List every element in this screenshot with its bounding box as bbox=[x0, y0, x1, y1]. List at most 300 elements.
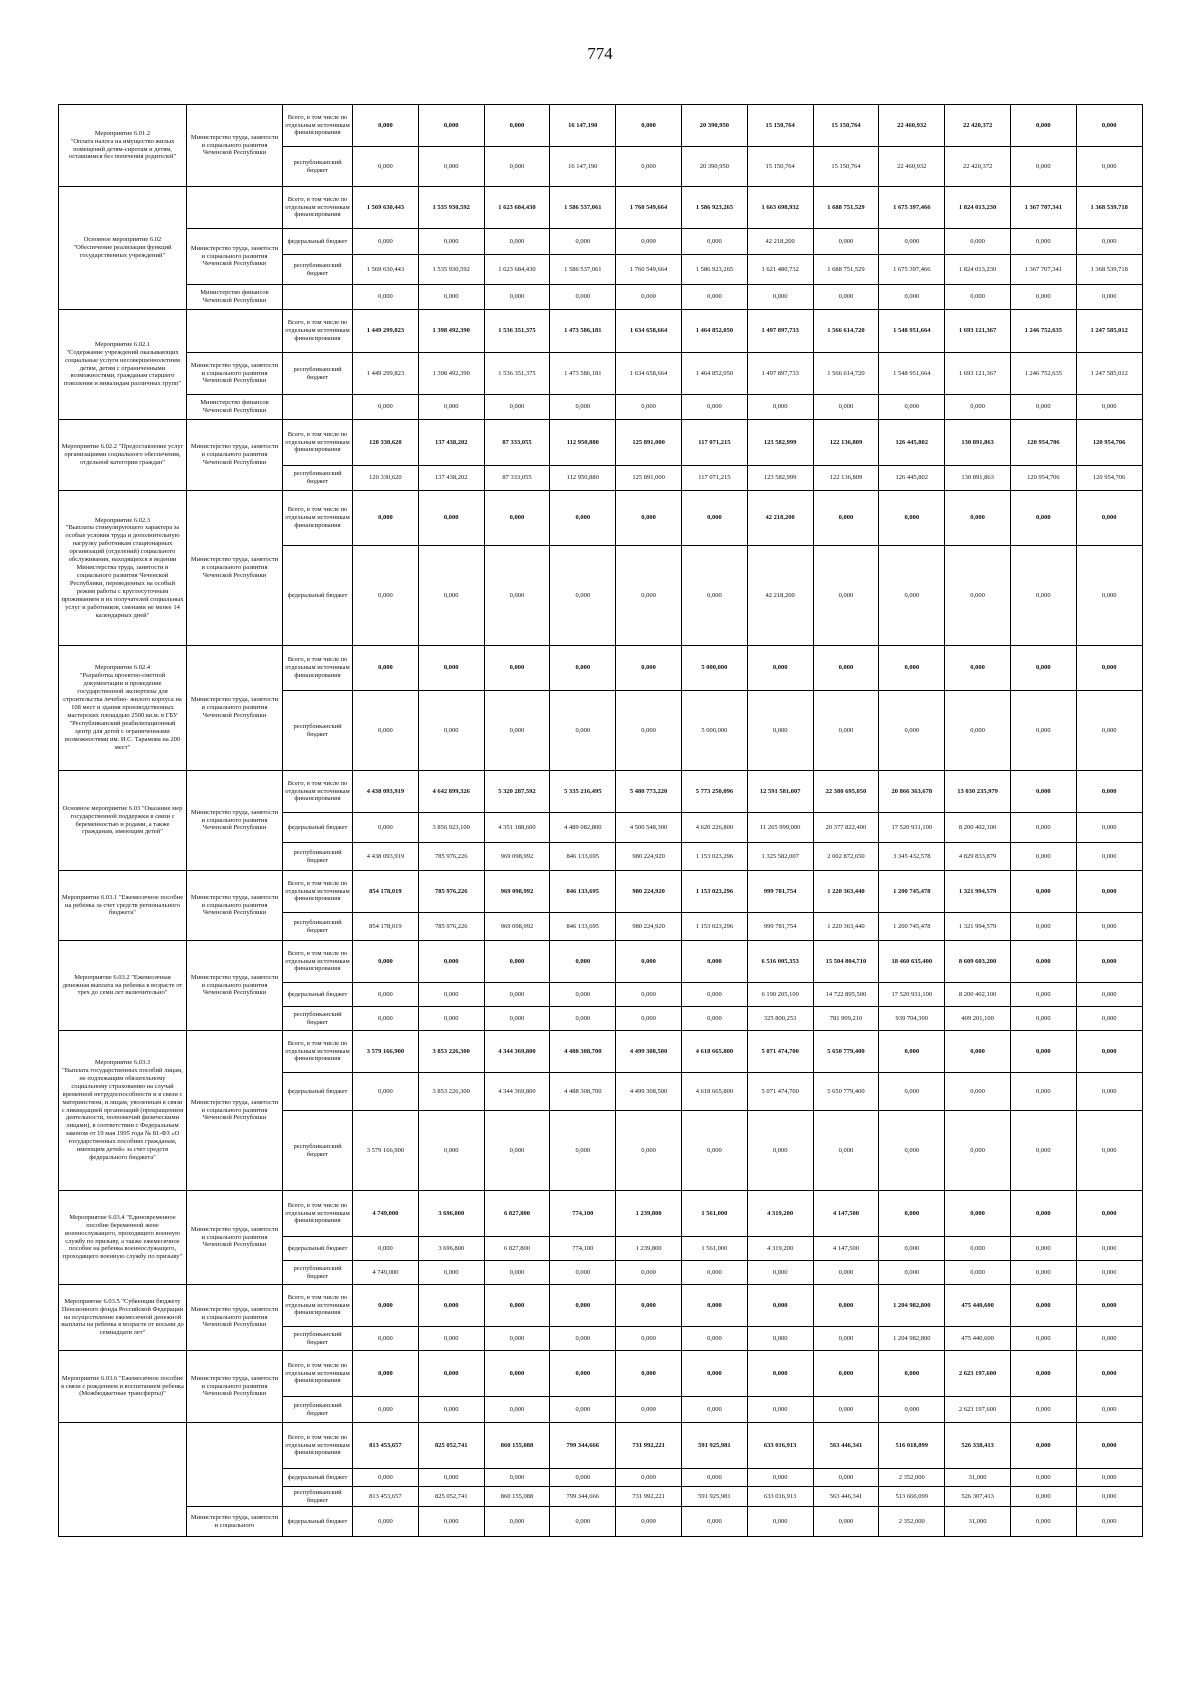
value-cell: 0,000 bbox=[879, 229, 945, 255]
value-cell: 0,000 bbox=[879, 1237, 945, 1261]
value-cell: 0,000 bbox=[879, 691, 945, 771]
value-cell: 0,000 bbox=[1076, 813, 1142, 843]
value-cell: 0,000 bbox=[681, 1111, 747, 1191]
value-cell: 0,000 bbox=[747, 691, 813, 771]
value-cell: 0,000 bbox=[616, 395, 682, 420]
value-cell: 0,000 bbox=[1076, 646, 1142, 691]
value-cell: 112 950,880 bbox=[550, 420, 616, 466]
value-cell: 0,000 bbox=[550, 491, 616, 546]
value-cell: 0,000 bbox=[353, 1327, 419, 1351]
table-row bbox=[59, 646, 1143, 691]
value-cell: 1 464 852,050 bbox=[681, 353, 747, 395]
value-cell: 3 696,800 bbox=[418, 1237, 484, 1261]
value-cell: 1 497 897,733 bbox=[747, 353, 813, 395]
value-cell: 0,000 bbox=[681, 285, 747, 310]
funding-source-cell: Всего, в том числе по отдельным источникам финансирования bbox=[283, 1031, 353, 1073]
value-cell: 513 666,099 bbox=[879, 1487, 945, 1507]
value-cell: 120 330,620 bbox=[353, 466, 419, 491]
table-row bbox=[59, 420, 1143, 466]
value-cell: 0,000 bbox=[484, 1397, 550, 1423]
funding-source-cell: федеральный бюджет bbox=[283, 546, 353, 646]
value-cell: 0,000 bbox=[616, 1351, 682, 1397]
value-cell: 0,000 bbox=[747, 1261, 813, 1285]
value-cell: 475 440,600 bbox=[945, 1327, 1011, 1351]
value-cell: 0,000 bbox=[484, 491, 550, 546]
executor-cell: Министерство труда, занятости и социального развития Чеченской Республики bbox=[187, 1031, 283, 1191]
value-cell: 0,000 bbox=[353, 813, 419, 843]
value-cell: 0,000 bbox=[747, 395, 813, 420]
value-cell: 526 307,413 bbox=[945, 1487, 1011, 1507]
value-cell: 0,000 bbox=[1076, 1469, 1142, 1487]
page-number: 774 bbox=[587, 44, 613, 63]
value-cell: 0,000 bbox=[484, 285, 550, 310]
value-cell: 3 579 166,900 bbox=[353, 1111, 419, 1191]
value-cell: 12 591 581,007 bbox=[747, 771, 813, 813]
value-cell: 4 488 308,700 bbox=[550, 1031, 616, 1073]
value-cell: 731 992,221 bbox=[616, 1487, 682, 1507]
value-cell: 0,000 bbox=[353, 1351, 419, 1397]
value-cell: 0,000 bbox=[550, 395, 616, 420]
funding-source-cell: Всего, в том числе по отдельным источникам финансирования bbox=[283, 187, 353, 229]
value-cell: 0,000 bbox=[1010, 491, 1076, 546]
value-cell: 5 650 779,400 bbox=[813, 1073, 879, 1111]
value-cell: 20 390,950 bbox=[681, 147, 747, 187]
activity-cell: Мероприятие 6.02.1 "Содержание учреждений оказывающих социальные услуги несовершеннолетним детям, детям с ограниченными возможностями, гражданам старшего поколения и инвалидам различных групп" bbox=[59, 310, 187, 420]
executor-cell: Министерство труда, занятости и социального развития Чеченской Республики bbox=[187, 491, 283, 646]
value-cell: 0,000 bbox=[1010, 1397, 1076, 1423]
value-cell: 0,000 bbox=[945, 229, 1011, 255]
table-row bbox=[59, 1423, 1143, 1469]
value-cell: 126 445,802 bbox=[879, 466, 945, 491]
funding-source-cell: Всего, в том числе по отдельным источникам финансирования bbox=[283, 1285, 353, 1327]
value-cell: 3 696,800 bbox=[418, 1191, 484, 1237]
value-cell: 0,000 bbox=[1076, 1507, 1142, 1537]
value-cell: 0,000 bbox=[681, 1507, 747, 1537]
value-cell: 0,000 bbox=[945, 691, 1011, 771]
value-cell: 0,000 bbox=[813, 395, 879, 420]
value-cell: 0,000 bbox=[616, 1285, 682, 1327]
value-cell: 0,000 bbox=[1010, 1261, 1076, 1285]
value-cell: 1 153 023,296 bbox=[681, 913, 747, 941]
value-cell: 0,000 bbox=[418, 1397, 484, 1423]
value-cell: 4 147,500 bbox=[813, 1191, 879, 1237]
value-cell: 1 220 363,440 bbox=[813, 913, 879, 941]
value-cell: 5 650 779,400 bbox=[813, 1031, 879, 1073]
value-cell: 0,000 bbox=[550, 941, 616, 983]
value-cell: 1 566 614,720 bbox=[813, 353, 879, 395]
value-cell: 0,000 bbox=[616, 1507, 682, 1537]
value-cell: 4 489 082,800 bbox=[550, 813, 616, 843]
value-cell: 0,000 bbox=[1076, 1031, 1142, 1073]
budget-table bbox=[58, 104, 1143, 1537]
value-cell: 0,000 bbox=[484, 1111, 550, 1191]
value-cell: 813 453,657 bbox=[353, 1487, 419, 1507]
value-cell: 781 909,210 bbox=[813, 1007, 879, 1031]
value-cell: 0,000 bbox=[418, 285, 484, 310]
value-cell: 1 586 923,265 bbox=[681, 187, 747, 229]
value-cell: 409 201,100 bbox=[945, 1007, 1011, 1031]
value-cell: 130 891,863 bbox=[945, 420, 1011, 466]
value-cell: 0,000 bbox=[484, 1469, 550, 1487]
value-cell: 0,000 bbox=[484, 147, 550, 187]
value-cell: 860 155,088 bbox=[484, 1487, 550, 1507]
value-cell: 0,000 bbox=[418, 646, 484, 691]
value-cell: 0,000 bbox=[550, 1007, 616, 1031]
value-cell: 1 824 013,230 bbox=[945, 187, 1011, 229]
value-cell: 0,000 bbox=[353, 546, 419, 646]
value-cell: 0,000 bbox=[418, 1285, 484, 1327]
value-cell: 0,000 bbox=[418, 1351, 484, 1397]
funding-source-cell: республиканский бюджет bbox=[283, 255, 353, 285]
funding-source-cell: республиканский бюджет bbox=[283, 147, 353, 187]
value-cell: 4 147,500 bbox=[813, 1237, 879, 1261]
value-cell: 0,000 bbox=[747, 1469, 813, 1487]
table-row bbox=[59, 285, 1143, 310]
value-cell: 0,000 bbox=[813, 691, 879, 771]
value-cell: 0,000 bbox=[418, 1007, 484, 1031]
funding-source-cell: республиканский бюджет bbox=[283, 466, 353, 491]
value-cell: 120 954,706 bbox=[1010, 420, 1076, 466]
activity-cell: Основное мероприятие 6.03 "Оказание мер государственной поддержки в связи с беременностью и родами, а также гражданам, имеющим детей" bbox=[59, 771, 187, 871]
value-cell: 0,000 bbox=[1076, 1111, 1142, 1191]
funding-source-cell: республиканский бюджет bbox=[283, 1327, 353, 1351]
value-cell: 1 548 951,664 bbox=[879, 353, 945, 395]
value-cell: 0,000 bbox=[1010, 1327, 1076, 1351]
value-cell: 31,000 bbox=[945, 1507, 1011, 1537]
value-cell: 5 071 474,700 bbox=[747, 1073, 813, 1111]
value-cell: 0,000 bbox=[813, 1469, 879, 1487]
value-cell: 0,000 bbox=[616, 546, 682, 646]
value-cell: 846 133,695 bbox=[550, 843, 616, 871]
value-cell: 1 473 586,181 bbox=[550, 353, 616, 395]
value-cell: 0,000 bbox=[353, 691, 419, 771]
value-cell: 22 380 695,050 bbox=[813, 771, 879, 813]
value-cell: 8 200 402,100 bbox=[945, 813, 1011, 843]
value-cell: 4 319,200 bbox=[747, 1237, 813, 1261]
value-cell: 15 504 804,710 bbox=[813, 941, 879, 983]
value-cell: 980 224,920 bbox=[616, 913, 682, 941]
value-cell: 5 773 250,096 bbox=[681, 771, 747, 813]
value-cell: 13 030 235,979 bbox=[945, 771, 1011, 813]
funding-source-cell: федеральный бюджет bbox=[283, 813, 353, 843]
table-row bbox=[59, 1191, 1143, 1237]
value-cell: 0,000 bbox=[945, 546, 1011, 646]
value-cell: 825 052,741 bbox=[418, 1423, 484, 1469]
value-cell: 1 398 492,390 bbox=[418, 310, 484, 353]
funding-source-cell: республиканский бюджет bbox=[283, 1007, 353, 1031]
value-cell: 0,000 bbox=[1076, 871, 1142, 913]
value-cell: 1 398 492,390 bbox=[418, 353, 484, 395]
value-cell: 591 925,981 bbox=[681, 1487, 747, 1507]
value-cell: 1 621 480,732 bbox=[747, 255, 813, 285]
value-cell: 0,000 bbox=[484, 1285, 550, 1327]
value-cell: 1 634 658,664 bbox=[616, 310, 682, 353]
value-cell: 2 623 197,600 bbox=[945, 1351, 1011, 1397]
executor-cell: Министерство труда, занятости и социального развития Чеченской Республики bbox=[187, 229, 283, 285]
value-cell: 4 618 665,800 bbox=[681, 1031, 747, 1073]
funding-source-cell: республиканский бюджет bbox=[283, 691, 353, 771]
value-cell: 0,000 bbox=[484, 1327, 550, 1351]
value-cell: 0,000 bbox=[550, 229, 616, 255]
value-cell: 0,000 bbox=[1010, 843, 1076, 871]
funding-source-cell: федеральный бюджет bbox=[283, 983, 353, 1007]
value-cell: 0,000 bbox=[1076, 1351, 1142, 1397]
value-cell: 2 352,000 bbox=[879, 1469, 945, 1487]
value-cell: 0,000 bbox=[1010, 691, 1076, 771]
executor-cell: Министерство труда, занятости и социального развития Чеченской Республики bbox=[187, 1191, 283, 1285]
value-cell: 0,000 bbox=[550, 1507, 616, 1537]
activity-cell: Мероприятие 6.03.6 "Ежемесячное пособие в связи с рождением и воспитанием ребенка (Межбюджетные трансферты)" bbox=[59, 1351, 187, 1423]
value-cell: 0,000 bbox=[1076, 546, 1142, 646]
value-cell: 42 218,200 bbox=[747, 229, 813, 255]
value-cell: 123 582,999 bbox=[747, 466, 813, 491]
value-cell: 0,000 bbox=[353, 395, 419, 420]
value-cell: 0,000 bbox=[1010, 1469, 1076, 1487]
value-cell: 0,000 bbox=[484, 1507, 550, 1537]
value-cell: 6 190 205,100 bbox=[747, 983, 813, 1007]
value-cell: 1 535 930,592 bbox=[418, 187, 484, 229]
value-cell: 0,000 bbox=[813, 1285, 879, 1327]
value-cell: 117 071,215 bbox=[681, 466, 747, 491]
value-cell: 125 891,000 bbox=[616, 466, 682, 491]
value-cell: 4 500 548,300 bbox=[616, 813, 682, 843]
value-cell: 4 438 093,919 bbox=[353, 771, 419, 813]
value-cell: 0,000 bbox=[353, 1469, 419, 1487]
value-cell: 0,000 bbox=[616, 646, 682, 691]
value-cell: 0,000 bbox=[681, 983, 747, 1007]
value-cell: 0,000 bbox=[681, 1261, 747, 1285]
funding-source-cell: республиканский бюджет bbox=[283, 353, 353, 395]
value-cell: 22 420,372 bbox=[945, 147, 1011, 187]
value-cell: 1 204 982,800 bbox=[879, 1327, 945, 1351]
executor-cell: Министерство труда, занятости и социального развития Чеченской Республики bbox=[187, 941, 283, 1031]
value-cell: 4 319,200 bbox=[747, 1191, 813, 1237]
table-row bbox=[59, 871, 1143, 913]
activity-cell: Мероприятие 6.02.3 "Выплаты стимулирующего характера за особые условия труда и дополнительную нагрузку работникам стационарных организаций (отделений) социального обслуживания, находящихся в ведении Министерства труда, занятости и социального развития Чеченской Республики, переведенных на особый режим работы с круглосуточным проживанием и их получателей социальных услуг и работников, сменами не менее 14 календарных дней" bbox=[59, 491, 187, 646]
value-cell: 42 218,200 bbox=[747, 546, 813, 646]
activity-cell: Мероприятие 6.03.1 "Ежемесячное пособие на ребенка за счет средств регионального бюджета" bbox=[59, 871, 187, 941]
value-cell: 1 368 539,718 bbox=[1076, 187, 1142, 229]
table-row bbox=[59, 1507, 1143, 1537]
value-cell: 120 954,706 bbox=[1010, 466, 1076, 491]
value-cell: 5 335 216,495 bbox=[550, 771, 616, 813]
value-cell: 0,000 bbox=[418, 1261, 484, 1285]
executor-cell: Министерство труда, занятости и социального bbox=[187, 1507, 283, 1537]
value-cell: 1 449 299,823 bbox=[353, 310, 419, 353]
value-cell: 1 153 023,296 bbox=[681, 843, 747, 871]
table-row bbox=[59, 1285, 1143, 1327]
executor-cell: Министерство труда, занятости и социального развития Чеченской Республики bbox=[187, 646, 283, 771]
value-cell: 1 561,000 bbox=[681, 1237, 747, 1261]
value-cell: 1 693 121,367 bbox=[945, 353, 1011, 395]
value-cell: 1 367 707,341 bbox=[1010, 187, 1076, 229]
value-cell: 0,000 bbox=[1076, 1397, 1142, 1423]
value-cell: 0,000 bbox=[418, 229, 484, 255]
executor-cell: Министерство труда, занятости и социального развития Чеченской Республики bbox=[187, 871, 283, 941]
value-cell: 0,000 bbox=[813, 1397, 879, 1423]
funding-source-cell: Всего, в том числе по отдельным источникам финансирования bbox=[283, 1191, 353, 1237]
value-cell: 18 460 635,400 bbox=[879, 941, 945, 983]
value-cell: 3 345 432,578 bbox=[879, 843, 945, 871]
value-cell: 6 516 005,353 bbox=[747, 941, 813, 983]
value-cell: 0,000 bbox=[616, 1469, 682, 1487]
value-cell: 16 147,190 bbox=[550, 105, 616, 147]
value-cell: 11 265 999,000 bbox=[747, 813, 813, 843]
funding-source-cell: федеральный бюджет bbox=[283, 229, 353, 255]
value-cell: 0,000 bbox=[1010, 1507, 1076, 1537]
value-cell: 0,000 bbox=[616, 983, 682, 1007]
value-cell: 0,000 bbox=[879, 1073, 945, 1111]
value-cell: 633 016,913 bbox=[747, 1423, 813, 1469]
value-cell: 0,000 bbox=[1076, 1261, 1142, 1285]
value-cell: 999 781,754 bbox=[747, 871, 813, 913]
value-cell: 0,000 bbox=[1010, 1111, 1076, 1191]
value-cell: 2 352,000 bbox=[879, 1507, 945, 1537]
value-cell: 4 749,000 bbox=[353, 1261, 419, 1285]
value-cell: 0,000 bbox=[813, 546, 879, 646]
table-row bbox=[59, 229, 1143, 255]
value-cell: 0,000 bbox=[1010, 1285, 1076, 1327]
value-cell: 117 071,215 bbox=[681, 420, 747, 466]
value-cell: 6 827,800 bbox=[484, 1237, 550, 1261]
value-cell: 0,000 bbox=[353, 983, 419, 1007]
value-cell: 0,000 bbox=[550, 1285, 616, 1327]
executor-cell bbox=[187, 187, 283, 229]
value-cell: 0,000 bbox=[879, 1397, 945, 1423]
value-cell: 42 218,200 bbox=[747, 491, 813, 546]
value-cell: 0,000 bbox=[353, 491, 419, 546]
value-cell: 0,000 bbox=[353, 285, 419, 310]
value-cell: 785 976,226 bbox=[418, 843, 484, 871]
value-cell: 1 634 658,664 bbox=[616, 353, 682, 395]
funding-source-cell: федеральный бюджет bbox=[283, 1073, 353, 1111]
value-cell: 0,000 bbox=[681, 491, 747, 546]
value-cell: 126 445,802 bbox=[879, 420, 945, 466]
value-cell: 0,000 bbox=[1076, 913, 1142, 941]
value-cell: 785 976,226 bbox=[418, 871, 484, 913]
table-row bbox=[59, 395, 1143, 420]
value-cell: 137 438,202 bbox=[418, 420, 484, 466]
value-cell: 4 829 833,879 bbox=[945, 843, 1011, 871]
value-cell: 31,000 bbox=[945, 1469, 1011, 1487]
value-cell: 0,000 bbox=[550, 1397, 616, 1423]
value-cell: 3 853 226,300 bbox=[418, 1073, 484, 1111]
value-cell: 0,000 bbox=[747, 646, 813, 691]
activity-cell: Мероприятие 6.02.4 "Разработка проектно-сметной документации и проведение государственной экспертизы для строительства лечебно- жилого корпуса на 108 мест и здания производственных мастерских площадью 2500 кв.м. в ГБУ "Республиканский реабилитационный центр для детей с ограниченными возможностями им. И.С. Тарамова на 200 мест" bbox=[59, 646, 187, 771]
table-row bbox=[59, 491, 1143, 546]
value-cell: 0,000 bbox=[945, 285, 1011, 310]
value-cell: 0,000 bbox=[879, 1191, 945, 1237]
value-cell: 0,000 bbox=[484, 1007, 550, 1031]
value-cell: 0,000 bbox=[1010, 546, 1076, 646]
value-cell: 1 153 023,296 bbox=[681, 871, 747, 913]
value-cell: 0,000 bbox=[879, 1111, 945, 1191]
value-cell: 8 609 603,200 bbox=[945, 941, 1011, 983]
value-cell: 0,000 bbox=[681, 1327, 747, 1351]
value-cell: 1 247 585,012 bbox=[1076, 310, 1142, 353]
value-cell: 563 446,341 bbox=[813, 1423, 879, 1469]
value-cell: 112 950,880 bbox=[550, 466, 616, 491]
value-cell: 0,000 bbox=[484, 105, 550, 147]
value-cell: 969 098,992 bbox=[484, 871, 550, 913]
value-cell: 0,000 bbox=[813, 1261, 879, 1285]
value-cell: 0,000 bbox=[879, 546, 945, 646]
value-cell: 0,000 bbox=[484, 691, 550, 771]
value-cell: 633 016,913 bbox=[747, 1487, 813, 1507]
value-cell: 969 098,992 bbox=[484, 913, 550, 941]
value-cell: 22 420,372 bbox=[945, 105, 1011, 147]
value-cell: 1 321 994,579 bbox=[945, 871, 1011, 913]
activity-cell: Мероприятие 6.03.2 "Ежемесячная денежная выплата на ребенка в возрасте от трех до семи лет включительно" bbox=[59, 941, 187, 1031]
value-cell: 846 133,695 bbox=[550, 871, 616, 913]
value-cell: 0,000 bbox=[550, 1327, 616, 1351]
value-cell: 0,000 bbox=[945, 395, 1011, 420]
table-row bbox=[59, 187, 1143, 229]
executor-cell bbox=[187, 1423, 283, 1507]
value-cell: 0,000 bbox=[1076, 395, 1142, 420]
value-cell: 0,000 bbox=[418, 1327, 484, 1351]
value-cell: 0,000 bbox=[353, 1007, 419, 1031]
activity-cell: Мероприятие 6.03.5 "Субвенции бюджету Пенсионного фонда Российской Федерации на осуществление ежемесячной денежной выплаты на ребенка в возрасте от восьми до семнадцати лет" bbox=[59, 1285, 187, 1351]
value-cell: 1 246 752,635 bbox=[1010, 353, 1076, 395]
activity-cell: Основное мероприятие 6.02 "Обеспечение реализации функций государственных учреждений" bbox=[59, 187, 187, 310]
value-cell: 1 220 363,440 bbox=[813, 871, 879, 913]
activity-cell: Мероприятие 6.03.3 "Выплата государственных пособий лицам, не подлежащим обязательному социальному страхованию на случай временной нетрудоспособности и в связи с материнством, и лицам, уволенным в связи с ликвидацией организаций (прекращением деятельности, полномочий физическими лицами), в соответствии с Федеральным законом от 19 мая 1995 года № 81-ФЗ «О государственных пособиях гражданам, имеющим детей» за счет средств федерального бюджета" bbox=[59, 1031, 187, 1191]
executor-cell: Министерство труда, занятости и социального развития Чеченской Республики bbox=[187, 1351, 283, 1423]
value-cell: 563 446,341 bbox=[813, 1487, 879, 1507]
value-cell: 0,000 bbox=[616, 1007, 682, 1031]
value-cell: 0,000 bbox=[484, 983, 550, 1007]
value-cell: 22 460,932 bbox=[879, 105, 945, 147]
value-cell: 0,000 bbox=[1010, 1191, 1076, 1237]
value-cell: 0,000 bbox=[484, 941, 550, 983]
value-cell: 1 464 852,050 bbox=[681, 310, 747, 353]
funding-source-cell: Всего, в том числе по отдельным источникам финансирования bbox=[283, 420, 353, 466]
value-cell: 120 954,706 bbox=[1076, 466, 1142, 491]
value-cell: 0,000 bbox=[1010, 229, 1076, 255]
value-cell: 0,000 bbox=[1076, 105, 1142, 147]
value-cell: 4 499 308,500 bbox=[616, 1073, 682, 1111]
value-cell: 0,000 bbox=[813, 1351, 879, 1397]
value-cell: 17 520 931,100 bbox=[879, 813, 945, 843]
value-cell: 0,000 bbox=[945, 491, 1011, 546]
value-cell: 1 473 586,181 bbox=[550, 310, 616, 353]
value-cell: 15 150,764 bbox=[813, 105, 879, 147]
value-cell: 0,000 bbox=[747, 1351, 813, 1397]
value-cell: 0,000 bbox=[1010, 285, 1076, 310]
value-cell: 0,000 bbox=[747, 1507, 813, 1537]
executor-cell: Министерство труда, занятости и социального развития Чеченской Республики bbox=[187, 353, 283, 395]
table-row bbox=[59, 771, 1143, 813]
value-cell: 0,000 bbox=[747, 285, 813, 310]
value-cell: 1 586 923,265 bbox=[681, 255, 747, 285]
value-cell: 0,000 bbox=[418, 491, 484, 546]
activity-cell: Мероприятие 6.01.2 "Оплата налога на имущество жилых помещений детям-сиротам и детям, оставшимся без попечения родителей" bbox=[59, 105, 187, 187]
value-cell: 1 760 549,664 bbox=[616, 255, 682, 285]
value-cell: 785 976,226 bbox=[418, 913, 484, 941]
table-row bbox=[59, 310, 1143, 353]
value-cell: 0,000 bbox=[1076, 285, 1142, 310]
value-cell: 125 891,000 bbox=[616, 420, 682, 466]
value-cell: 0,000 bbox=[484, 546, 550, 646]
value-cell: 4 499 308,500 bbox=[616, 1031, 682, 1073]
value-cell: 0,000 bbox=[353, 1073, 419, 1111]
funding-source-cell: федеральный бюджет bbox=[283, 1507, 353, 1537]
value-cell: 1 536 351,375 bbox=[484, 310, 550, 353]
value-cell: 123 582,999 bbox=[747, 420, 813, 466]
value-cell: 0,000 bbox=[484, 395, 550, 420]
value-cell: 0,000 bbox=[353, 1507, 419, 1537]
